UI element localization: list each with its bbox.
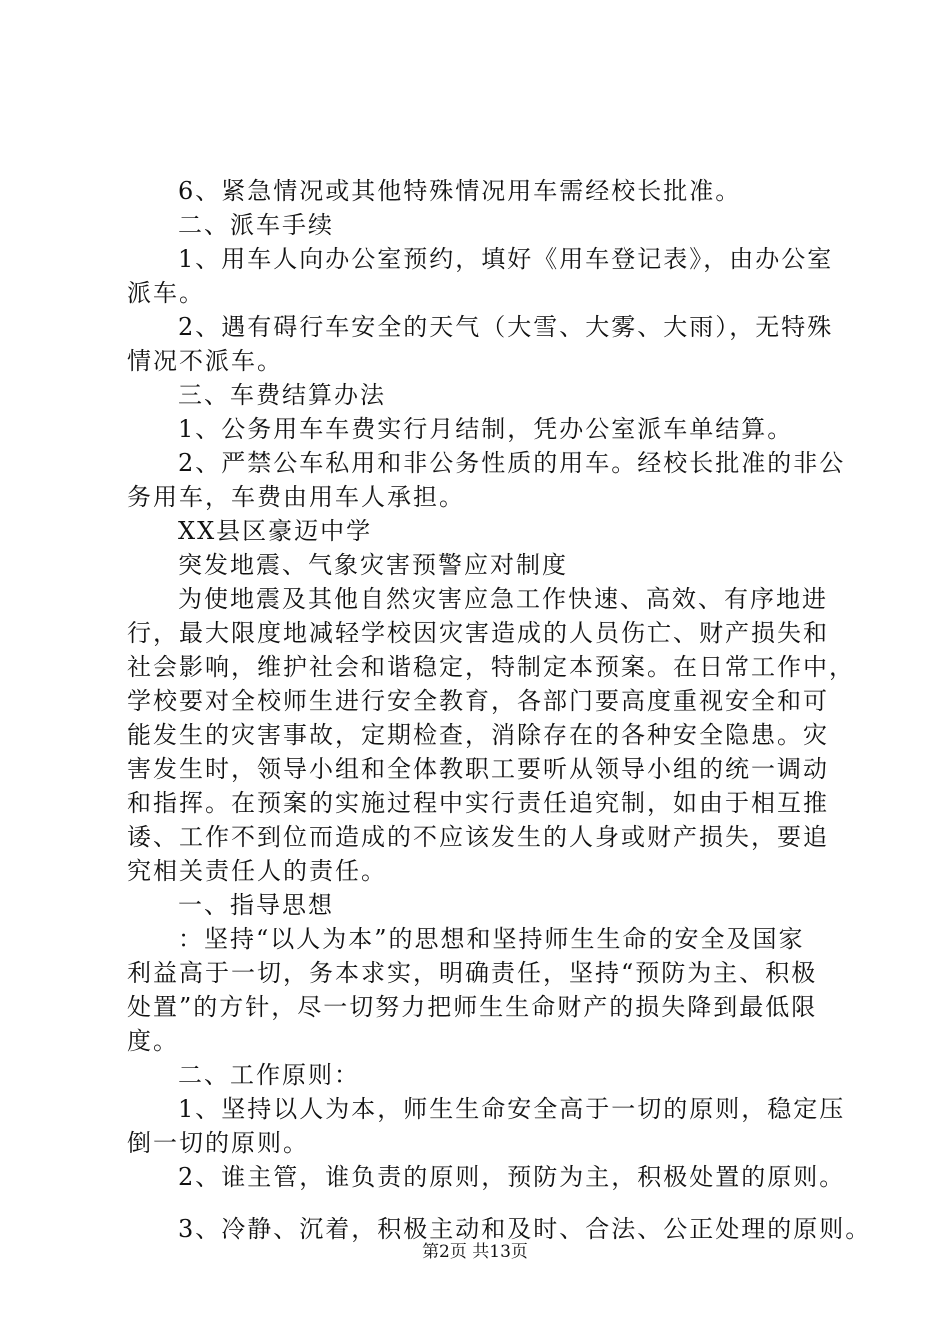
school-name: XX县区豪迈中学	[178, 517, 373, 545]
paragraph-line: 利益高于一切，务本求实，明确责任，坚持“预防为主、积极	[127, 959, 818, 987]
paragraph-line: 1、公务用车车费实行月结制，凭办公室派车单结算。	[178, 415, 794, 443]
paragraph-line: 3、冷静、沉着，积极主动和及时、合法、公正处理的原则。	[178, 1215, 872, 1243]
section-heading: 一、指导思想	[178, 891, 334, 919]
paragraph-line: 6、紧急情况或其他特殊情况用车需经校长批准。	[178, 177, 742, 205]
paragraph-line: 2、严禁公车私用和非公务性质的用车。经校长批准的非公	[178, 449, 846, 477]
paragraph-line: 社会影响，维护社会和谐稳定，特制定本预案。在日常工作中，	[127, 653, 855, 681]
paragraph-line: 害发生时，领导小组和全体教职工要听从领导小组的统一调动	[127, 755, 829, 783]
section-heading: 三、车费结算办法	[178, 381, 386, 409]
paragraph-line: 学校要对全校师生进行安全教育，各部门要高度重视安全和可	[127, 687, 829, 715]
paragraph-line: 究相关责任人的责任。	[127, 857, 387, 885]
paragraph-line: 2、谁主管，谁负责的原则，预防为主，积极处置的原则。	[178, 1163, 846, 1191]
document-body	[127, 174, 872, 1246]
paragraph-line: ：坚持“以人为本”的思想和坚持师生生命的安全及国家	[178, 925, 805, 953]
paragraph-line: 1、用车人向办公室预约，填好《用车登记表》，由办公室	[178, 245, 834, 273]
paragraph-line: 情况不派车。	[127, 347, 283, 375]
paragraph-line: 2、遇有碍行车安全的天气（大雪、大雾、大雨），无特殊	[178, 313, 834, 341]
paragraph-line: 务用车，车费由用车人承担。	[127, 483, 465, 511]
paragraph-line: 行，最大限度地减轻学校因灾害造成的人员伤亡、财产损失和	[127, 619, 829, 647]
paragraph-line: 为使地震及其他自然灾害应急工作快速、高效、有序地进	[178, 585, 828, 613]
paragraph-line: 能发生的灾害事故，定期检查，消除存在的各种安全隐患。灾	[127, 721, 829, 749]
paragraph-line: 度。	[127, 1027, 179, 1055]
section-heading: 二、工作原则：	[178, 1061, 360, 1089]
paragraph-line: 派车。	[127, 279, 205, 307]
page-number: 第2页 共13页	[422, 1242, 528, 1262]
paragraph-line: 倒一切的原则。	[127, 1129, 309, 1157]
paragraph-line: 和指挥。在预案的实施过程中实行责任追究制，如由于相互推	[127, 789, 829, 817]
paragraph-line: 诿、工作不到位而造成的不应该发生的人身或财产损失，要追	[127, 823, 829, 851]
paragraph-line: 1、坚持以人为本，师生生命安全高于一切的原则，稳定压	[178, 1095, 846, 1123]
document-title: 突发地震、气象灾害预警应对制度	[178, 551, 568, 579]
paragraph-line: 处置”的方针，尽一切努力把师生生命财产的损失降到最低限	[127, 993, 818, 1021]
section-heading: 二、派车手续	[178, 211, 334, 239]
